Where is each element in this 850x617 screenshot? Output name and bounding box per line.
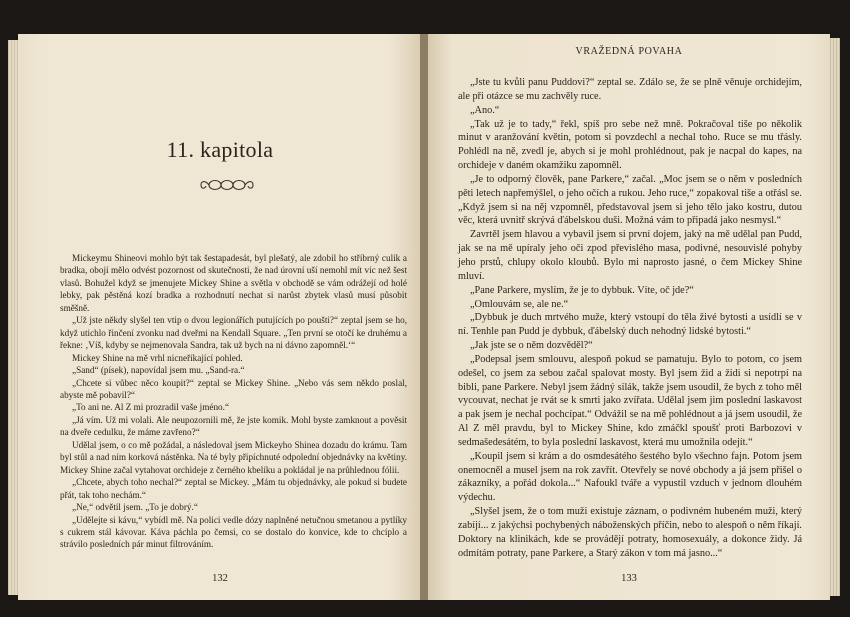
page-number-right: 133 bbox=[621, 573, 637, 584]
paragraph: „Sand“ (písek), napovídal jsem mu. „Sand-ra.“ bbox=[72, 365, 245, 376]
paragraph: Mickey Shine na mě vrhl nicneříkající pohled. bbox=[72, 352, 243, 363]
paragraph: „Já vím. Už mi volali. Ale neupozornili mě, že jste komik. Mohl byste zamknout a pověsit na dveře cedulku, že máme zavřeno?“ bbox=[60, 414, 407, 438]
paragraph: Udělal jsem, o co mě požádal, a následoval jsem Mickeyho Shinea dozadu do krámu. Tam byl stůl a nad ním korková nástěnka. Na té byly připíchnuté odpolední objednávky na květiny. Mickey Shine začal vytahovat orchideje z černého kbelíku a pokládal je na průhlednou fólii. bbox=[60, 439, 407, 475]
paragraph: „Chcete si vůbec něco koupit?“ zeptal se Mickey Shine. „Nebo vás sem někdo poslal, abyste mě pobavil?“ bbox=[60, 377, 407, 400]
paragraph: „Tak už je to tady,“ řekl, spíš pro sebe než mně. Pokračoval tiše po několik minut v aranžování květin, potom si povzdechl a nechal toho. Ruce se mu třásly. Pohlédl na ně, zvedl je, abych si je mohl prohlédnout, pak je nacpal do kapes, na orchideje v daném okamžiku zapomněl. bbox=[458, 118, 802, 172]
paragraph: „Omlouvám se, ale ne.“ bbox=[470, 298, 569, 310]
right-page bbox=[428, 34, 830, 600]
right-page-text bbox=[458, 76, 802, 561]
paragraph: Zavrtěl jsem hlavou a vybavil jsem si první dojem, jaký na mě udělal pan Pudd, jak se na mě upíraly jeho oči zpod převislého masa, podivné, nesouvislé pohyby jeho prstů, chlupy okolo kloubů. Bylo mi naprosto jasné, o čem Mickey Shine mluví. bbox=[458, 229, 802, 282]
paragraph: „Dybbuk je duch mrtvého muže, který vstoupí do těla živé bytosti a usídlí se v ní. Tenhle pan Pudd je dybbuk, ďábelský duch nehodný lidské bytosti.“ bbox=[458, 312, 802, 338]
paragraph: „Ano.“ bbox=[470, 104, 500, 116]
paragraph: „Koupil jsem si krám a do osmdesátého šestého bylo všechno fajn. Potom jsem onemocněl a musel jsem na rok zavřít. Otevřely se nové obchody a já jsem přišel o zákazníky, a pořád dokola...“ Nafoukl tváře a vypustil vzduch v jednom dlouhém výdechu. bbox=[458, 450, 802, 504]
left-page-text bbox=[60, 252, 407, 551]
page-number-left: 132 bbox=[212, 573, 228, 584]
paragraph: „To ani ne. Al Z mi prozradil vaše jméno.“ bbox=[72, 402, 230, 413]
paragraph: „Chcete, abych toho nechal?“ zeptal se Mickey. „Mám tu objednávky, ale pokud si budete přát, tak toho nechám.“ bbox=[60, 477, 407, 500]
paragraph: „Slyšel jsem, že o tom muži existuje záznam, o podivném hubeném muži, který zabíjí... z jakýchsi pochybených náboženských příčin, nebo to alespoň o něm říkají. Doktory na klinikách, kde se provádějí potraty, homosexuály, a dokonce židy. Já odmítám potraty, pane Parkere, a Starý zákon v tom má jasno...“ bbox=[458, 506, 802, 559]
paragraph: „Pane Parkere, myslím, že je to dybbuk. Víte, oč jde?“ bbox=[470, 284, 694, 296]
paragraph: „Už jste někdy slyšel ten vtip o dvou legionářích putujících po poušti?“ zeptal jsem se ho, když utichlo řinčení zvonku nad dveřmi na Kendall Square. „Ten první se otočí ke druhému a řekne: ‚Víš, kdyby se nejmenovala Sandra, tak už bych na ni dávno zapomněl.‘“ bbox=[60, 315, 407, 351]
paragraph: „Je to odporný člověk, pane Parkere,“ začal. „Moc jsem se o něm v posledních pěti letech napřemýšlel, o jeho očích a rukou. Jeho ruce,“ zopakoval tiše a otřásl se. „Když jsem si na něj vzpomněl, představoval jsem si jeho tělo jako kostru, dutou věc, která uvnitř skrývá ďábelskou duši. Možná vám to připadá jako nesmysl.“ bbox=[458, 173, 802, 227]
chapter-title: 11. kapitola bbox=[166, 137, 274, 162]
paragraph: „Ne,“ odvětil jsem. „To je dobrý.“ bbox=[72, 502, 198, 513]
paragraph: Mickeymu Shineovi mohlo být tak šestapadesát, byl plešatý, ale zdobil ho stříbrný culík a bradka, obojí mělo odvést pozornost od skutečnosti, že nad úrovní uší nemohl mít víc než šest vlasů. Bohužel když se jmenujete Mickey Shine a světla v obchodě se vám odrážejí od holé lebky, pak pěstěná kozí bradka a rozhodnutí nechat si narůst zbytek vlasů musí působit směšně. bbox=[60, 253, 407, 313]
running-head: VRAŽEDNÁ POVAHA bbox=[575, 46, 683, 57]
paragraph: „Podepsal jsem smlouvu, alespoň pokud se pamatuju. Bylo to potom, co jsem odešel, co jsem za sebou začal spalovat mosty. Byl jsem žid a židi si nepotrpí na bibli, pane Parkere. Nebyl jsem žádný silák, takže jsem usoudil, že bych z toho měl vycouvat, nechat je rvát se k smrti jako zvířata. Udělal jsem jim poslední laskavost a pak jsem je nechal pochcípat.“ Odvážil se na mě pohlédnout a já jsem usoudil, že Al Z měl pravdu, byl to Mickey Shine, kdo zmáčkl spoušť proti Barbozovi v sedmašedesátém, to byla poslední laskavost, která mu umožnila odejít.“ bbox=[458, 353, 802, 448]
left-page bbox=[18, 34, 422, 600]
paragraph: „Jak jste se o něm dozvěděl?“ bbox=[470, 340, 593, 352]
paragraph: „Udělejte si kávu,“ vybídl mě. Na polici vedle dózy naplněné netučnou smetanou a pytlíky s cukrem stál kávovar. Káva páchla po čemsi, co se dostalo do konvice, kde to chcíplo a strávilo posledních pár minut filtrováním. bbox=[60, 514, 407, 550]
paragraph: „Jste tu kvůli panu Puddovi?“ zeptal se. Zdálo se, že se plně věnuje orchidejím, ale při otázce se mu zachvěly ruce. bbox=[458, 77, 802, 102]
ornament-flourish-icon bbox=[199, 176, 255, 194]
